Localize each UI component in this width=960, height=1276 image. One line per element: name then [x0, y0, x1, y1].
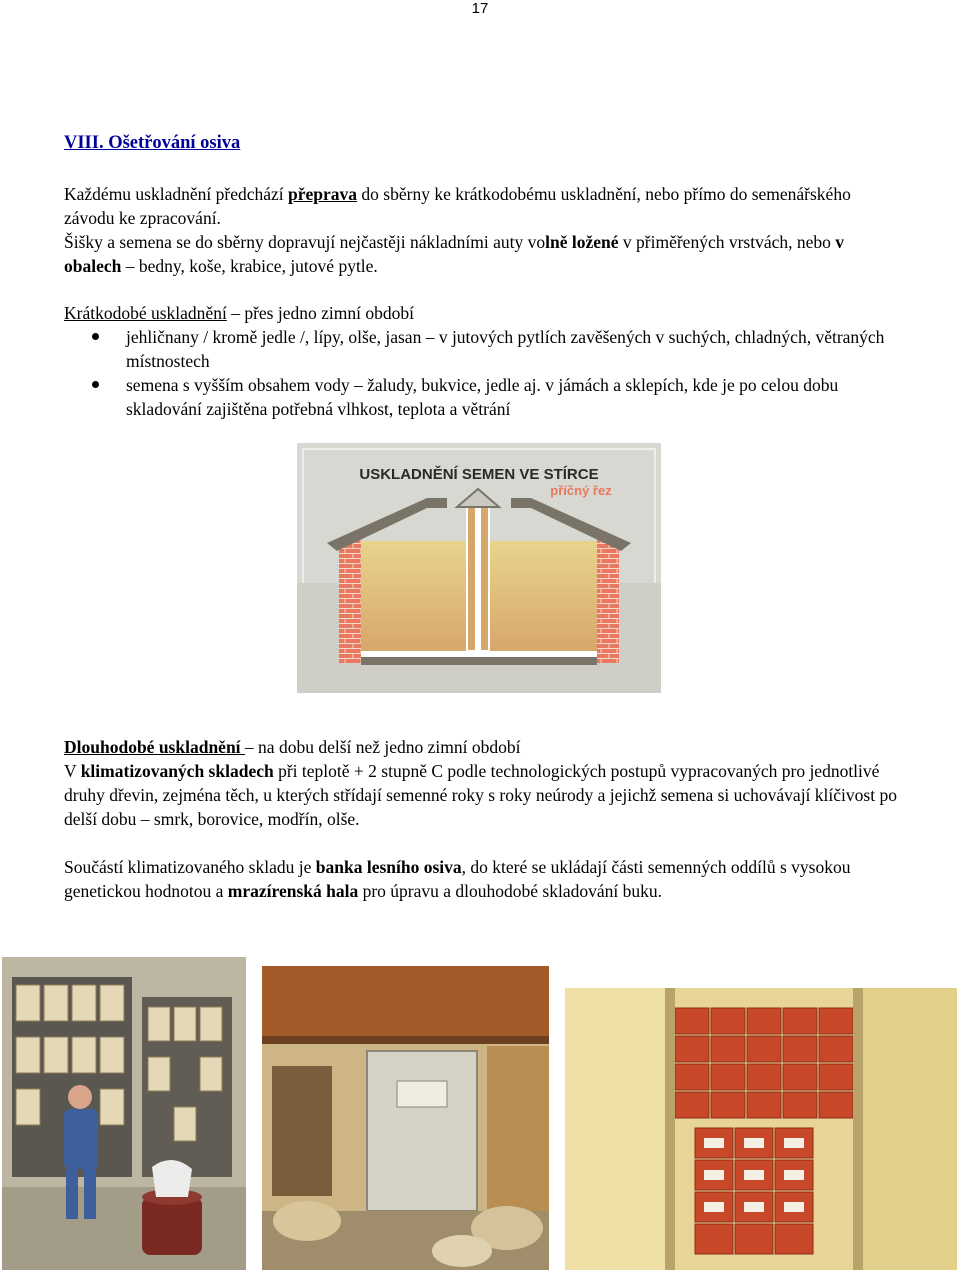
long-term-paragraph-2: Součástí klimatizovaného skladu je banka lesního osiva, do které se ukládají části semenných oddílů s vysokou genetickou hodnotou a mrazírenská hala pro úpravu a dlouhodobé skladování buku.: [64, 857, 851, 901]
diagram-title: USKLADNĚNÍ SEMEN VE STÍRCE: [359, 466, 599, 483]
list-item: jehličnany / kromě jedle /, lípy, olše, jasan – v jutových pytlích zavěšených v suchých, chladných, větraných místnostech: [64, 325, 904, 373]
short-term-title: Krátkodobé uskladnění: [64, 303, 227, 323]
emphasis-transport: přeprava: [288, 184, 358, 204]
short-term-heading: Krátkodobé uskladnění – přes jedno zimní období: [64, 303, 414, 323]
intro-paragraph-2: Šišky a semena se do sběrny dopravují nejčastěji nákladními auty volně ložené v přiměřených vrstvách, nebo v obalech – bedny, koše, krabice, jutové pytle.: [64, 232, 845, 276]
long-term-heading: Dlouhodobé uskladnění – na dobu delší než jedno zimní období: [64, 737, 521, 757]
storage-diagram: [297, 443, 661, 693]
section-heading: VIII. Ošetřování osiva: [64, 133, 241, 153]
intro-paragraph-1: Každému uskladnění předchází přeprava do sběrny ke krátkodobému uskladnění, nebo přímo do semenářského závodu ke zpracování.: [64, 184, 851, 228]
short-term-list: [64, 325, 904, 421]
long-term-paragraph-1: V klimatizovaných skladech při teplotě + 2 stupně C podle technologických postupů vypracovaných pro jednotlivé druhy dřevin, zejména těch, u kterých střídají semenné roky s roky neúrody a jejichž semena si uchovávají klíčivost po delší dobu – smrk, borovice, modřín, olše.: [64, 761, 897, 829]
list-item: semena s vyšším obsahem vody – žaludy, bukvice, jedle aj. v jámách a sklepích, kde je po celou dobu skladování zajištěna potřebná vlhkost, teplota a větrání: [64, 373, 904, 421]
page-number: 17: [471, 0, 489, 17]
seed-bank-room-photo: [262, 966, 549, 1270]
long-term-title: Dlouhodobé uskladnění: [64, 737, 245, 757]
freezer-hall-photo: [565, 988, 957, 1270]
diagram-subtitle: příčný řez: [550, 483, 612, 498]
warehouse-shelves-photo: [2, 957, 246, 1270]
